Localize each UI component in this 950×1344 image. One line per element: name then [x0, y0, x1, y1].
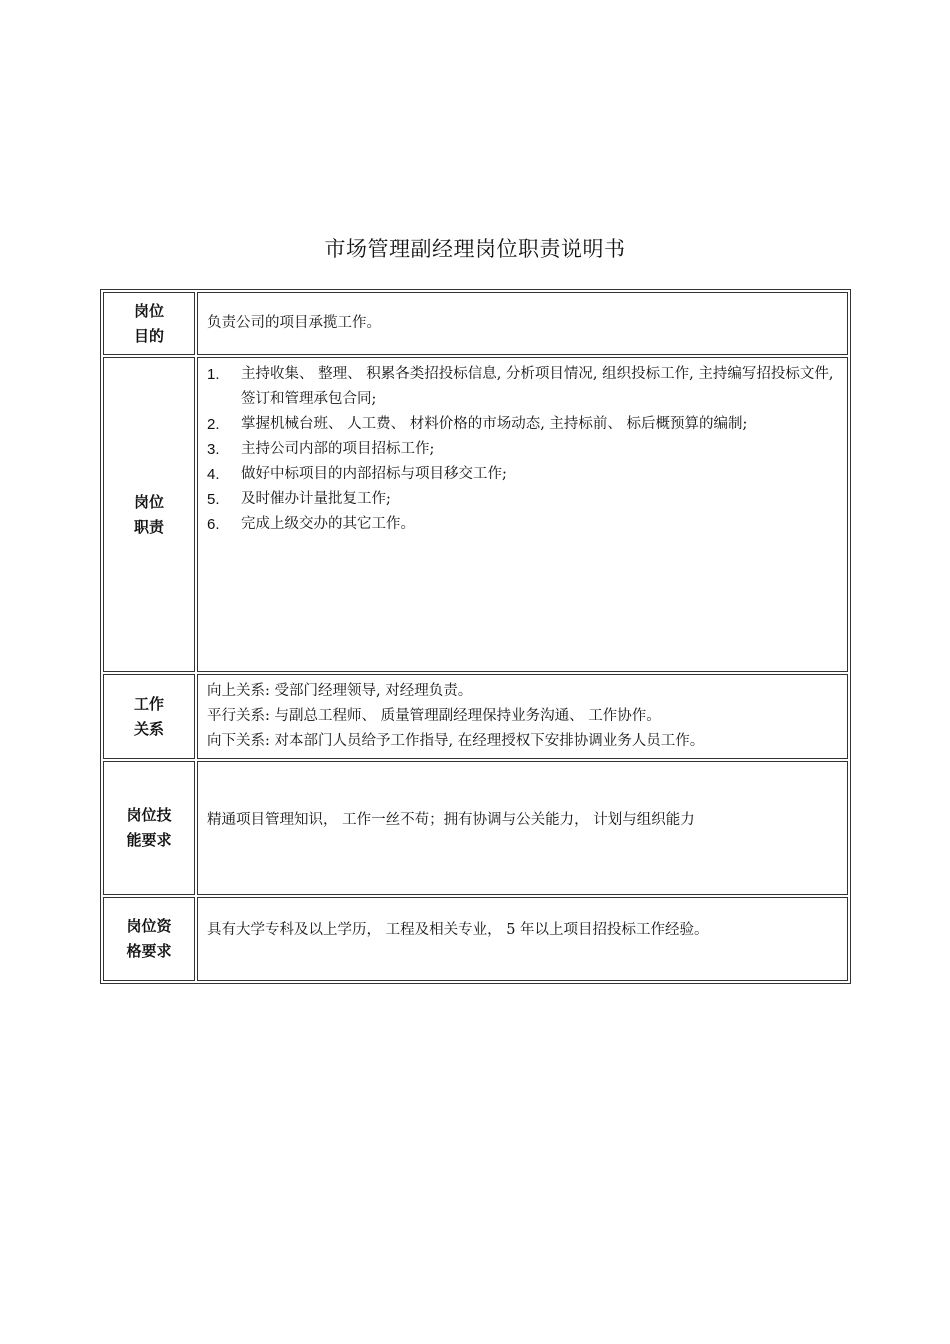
qualifications-text: 具有大学专科及以上学历， 工程及相关专业， 5 年以上项目招投标工作经验。 [207, 922, 709, 938]
list-item [207, 437, 839, 462]
list-item [207, 487, 839, 512]
duties-label-line1: 岗位 [133, 492, 164, 511]
purpose-label-line2: 目的 [133, 326, 164, 345]
purpose-label [103, 292, 195, 355]
relations-label [103, 674, 195, 759]
list-item-number: 2. [207, 416, 220, 433]
list-item [207, 362, 839, 412]
list-item-number: 4. [207, 466, 220, 483]
table-row-relations [103, 674, 848, 759]
list-item-text: 做好中标项目的内部招标与项目移交工作; [241, 466, 507, 482]
list-item-text: 掌握机械台班、 人工费、 材料价格的市场动态, 主持标前、 标后概预算的编制; [241, 416, 748, 432]
list-item-number: 5. [207, 491, 220, 508]
qualifications-label-line1: 岗位资 [126, 917, 172, 935]
table-row-skills [103, 761, 848, 895]
relations-content [197, 674, 848, 759]
list-item-number: 3. [207, 441, 220, 458]
qualifications-label [103, 897, 195, 981]
duties-content [197, 357, 848, 672]
list-item-text: 主持公司内部的项目招标工作; [241, 441, 435, 457]
list-item-number: 6. [207, 516, 220, 533]
qualifications-label-line2: 格要求 [126, 942, 172, 960]
duties-label [103, 357, 195, 672]
table-row-qualifications [103, 897, 848, 981]
list-item [207, 412, 839, 437]
purpose-content [197, 292, 848, 355]
duties-label-line2: 职责 [133, 517, 164, 536]
skills-label-line1: 岗位技 [126, 806, 172, 824]
relation-upward: 向上关系: 受部门经理领导, 对经理负责。 [207, 683, 473, 699]
list-item-text: 主持收集、 整理、 积累各类招投标信息, 分析项目情况, 组织投标工作, 主持编写招投标文件, 签订和管理承包合同; [241, 366, 834, 407]
list-item [207, 512, 839, 537]
purpose-text: 负责公司的项目承揽工作。 [207, 315, 381, 331]
list-item-number: 1. [207, 366, 220, 383]
list-item-text: 及时催办计量批复工作; [241, 491, 391, 507]
job-description-table [100, 289, 851, 984]
list-item [207, 462, 839, 487]
relation-parallel: 平行关系: 与副总工程师、 质量管理副经理保持业务沟通、 工作协作。 [207, 708, 661, 724]
relation-downward: 向下关系: 对本部门人员给予工作指导, 在经理授权下安排协调业务人员工作。 [207, 733, 705, 749]
skills-label [103, 761, 195, 895]
qualifications-content [197, 897, 848, 981]
list-item-text: 完成上级交办的其它工作。 [241, 516, 415, 532]
skills-label-line2: 能要求 [126, 831, 172, 849]
duties-list [207, 362, 839, 537]
page-title: 市场管理副经理岗位职责说明书 [324, 237, 626, 261]
purpose-label-line1: 岗位 [133, 301, 164, 320]
relations-label-line1: 工作 [133, 694, 164, 713]
table-row-duties [103, 357, 848, 672]
skills-content [197, 761, 848, 895]
relations-label-line2: 关系 [133, 719, 164, 738]
table-row-purpose [103, 292, 848, 355]
skills-text: 精通项目管理知识， 工作一丝不苟；拥有协调与公关能力， 计划与组织能力 [207, 812, 695, 828]
